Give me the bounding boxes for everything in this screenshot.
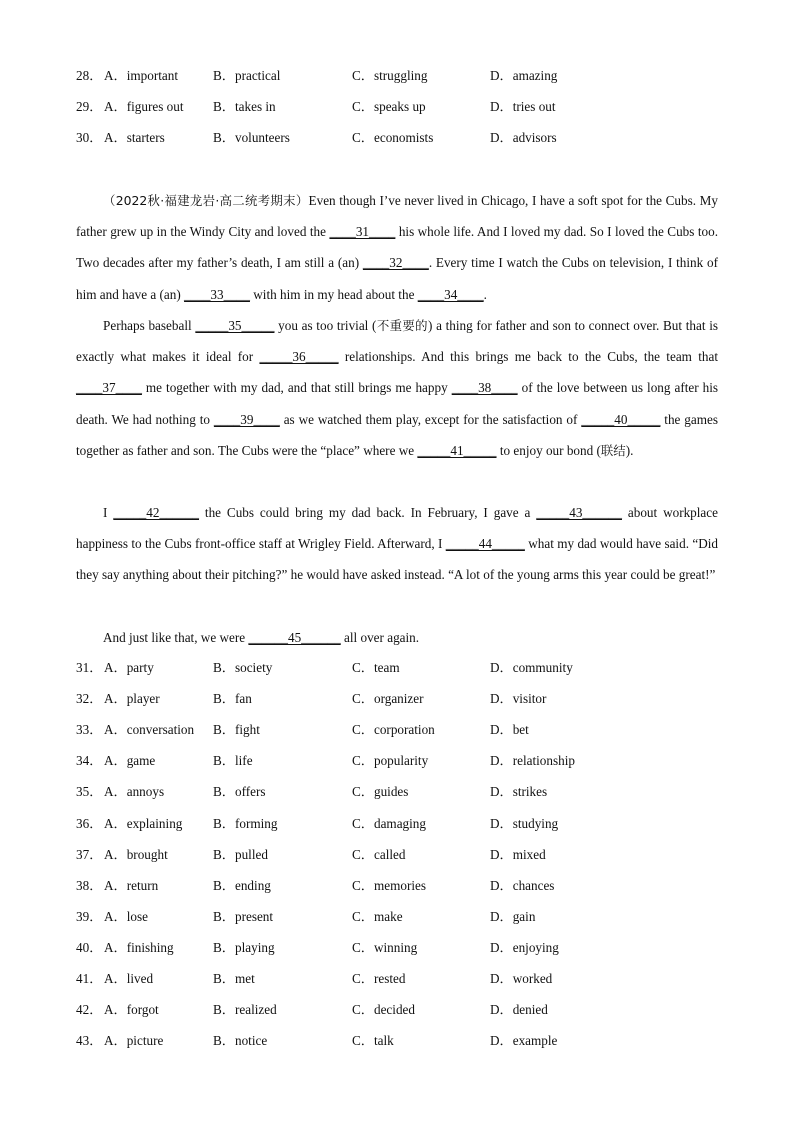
- passage-text: all over again.: [340, 630, 420, 645]
- blank-38: ____38____: [451, 380, 518, 396]
- passage-text: the games together as father and son. The Cubs were the “place” where we: [76, 411, 718, 458]
- blank-42: _____42______: [113, 505, 200, 520]
- option-a: A．game: [104, 753, 156, 769]
- option-d: D．example: [490, 1033, 558, 1049]
- option-a: A．important: [104, 68, 178, 83]
- option-d: D．visitor: [490, 691, 547, 707]
- passage-text: as we watched them play, except for the satisfaction of: [279, 411, 582, 427]
- option-a: A．return: [104, 877, 159, 893]
- option-d: D．chances: [490, 877, 555, 893]
- passage-text: with him in my head about the: [249, 286, 418, 302]
- question-number: 32．: [76, 691, 103, 707]
- passage-text: Perhaps baseball: [103, 318, 196, 333]
- question-number: 31．: [76, 660, 103, 675]
- option-b: B．notice: [213, 1033, 268, 1049]
- question-number: 37．: [76, 846, 103, 862]
- passage-text: his whole life. And I loved my dad. So I loved the Cubs too. Two decades after my father’s death, I am still a (an): [76, 224, 718, 271]
- option-a: A．player: [104, 691, 160, 707]
- question-number: 28．: [76, 68, 103, 83]
- passage-text: the Cubs could bring my dad back. In February, I gave a: [199, 505, 537, 520]
- option-b: B．society: [213, 660, 273, 675]
- blank-39: ____39____: [213, 411, 280, 427]
- option-c: C．winning: [352, 939, 418, 955]
- question-number: 41．: [76, 971, 103, 986]
- option-a: A．lived: [104, 971, 154, 986]
- passage-paragraph-1: [76, 185, 718, 310]
- option-d: D．relationship: [490, 753, 575, 769]
- passage-text: you as too trivial (: [274, 318, 377, 333]
- option-d: D．enjoying: [490, 939, 559, 955]
- passage-paragraph-4: [76, 622, 718, 653]
- question-number: 39．: [76, 908, 103, 924]
- blank-37: ____37____: [76, 380, 142, 396]
- option-c: C．damaging: [352, 815, 426, 831]
- option-b: B．forming: [213, 815, 278, 831]
- option-b: B．realized: [213, 1002, 277, 1018]
- chinese-gloss: 不重要的: [376, 318, 428, 333]
- question-number: 34．: [76, 753, 103, 769]
- passage-text: Even though I’ve never lived in Chicago, I have a soft spot for the Cubs. My father grew up in the Windy City and loved the: [76, 193, 718, 240]
- option-c: C．team: [352, 660, 400, 675]
- source-label: （2022秋·福建龙岩·高二统考期末）: [103, 193, 309, 208]
- passage-text: me together with my dad, and that still brings me happy: [141, 380, 452, 396]
- passage-text: what my dad would have said. “Did they say anything about their pitching?” he would have asked instead. “A lot of the young arms this year could be great!”: [76, 536, 718, 583]
- passage-text: I: [103, 505, 114, 520]
- option-a: A．figures out: [104, 99, 184, 114]
- option-b: B．practical: [213, 68, 281, 83]
- option-c: C．make: [352, 908, 403, 924]
- option-a: A．party: [104, 660, 154, 675]
- option-a: A．conversation: [104, 722, 195, 738]
- option-c: C．guides: [352, 784, 409, 800]
- option-d: D．denied: [490, 1002, 548, 1018]
- blank-44: _____44_____: [445, 536, 525, 552]
- option-a: A．brought: [104, 846, 168, 862]
- blank-32: ____32____: [362, 255, 429, 271]
- blank-40: _____40_____: [581, 411, 661, 427]
- option-a: A．starters: [104, 130, 165, 145]
- question-number: 30．: [76, 130, 103, 145]
- question-number: 42．: [76, 1002, 103, 1018]
- passage-text: of the love between us long after his death. We had nothing to: [76, 380, 718, 427]
- option-d: D．worked: [490, 971, 553, 986]
- question-number: 35．: [76, 784, 103, 800]
- chinese-gloss: 联结: [600, 442, 626, 458]
- option-c: C．memories: [352, 877, 426, 893]
- option-b: B．takes in: [213, 99, 276, 114]
- option-d: D．bet: [490, 722, 529, 738]
- option-a: A．annoys: [104, 784, 165, 800]
- question-number: 38．: [76, 877, 103, 893]
- option-d: D．gain: [490, 908, 536, 924]
- option-b: B．fan: [213, 691, 252, 707]
- question-number: 33．: [76, 722, 103, 738]
- option-b: B．offers: [213, 784, 266, 800]
- option-c: C．economists: [352, 130, 434, 145]
- passage-text: . Every time I watch the Cubs on television, I think of him and have a (an): [76, 255, 719, 302]
- option-b: B．life: [213, 753, 253, 769]
- question-number: 43．: [76, 1033, 103, 1049]
- blank-45: ______45______: [248, 630, 341, 645]
- option-b: B．pulled: [213, 846, 268, 862]
- blank-33: ____33____: [184, 286, 250, 302]
- option-c: C．decided: [352, 1002, 415, 1018]
- blank-35: _____35_____: [195, 318, 275, 333]
- passage-text: to enjoy our bond (: [496, 442, 601, 458]
- option-c: C．corporation: [352, 722, 435, 738]
- option-c: C．struggling: [352, 68, 428, 83]
- passage-text: relationships. And this brings me back to the Cubs, the team that: [338, 349, 718, 365]
- passage-text: .: [483, 286, 487, 302]
- option-c: C．popularity: [352, 753, 429, 769]
- blank-43: _____43______: [536, 505, 622, 520]
- option-c: C．rested: [352, 971, 406, 986]
- option-c: C．called: [352, 846, 406, 862]
- option-b: B．volunteers: [213, 130, 290, 145]
- option-c: C．organizer: [352, 691, 424, 707]
- option-b: B．ending: [213, 877, 271, 893]
- passage-paragraph-2: [76, 310, 718, 466]
- option-a: A．forgot: [104, 1002, 159, 1018]
- option-d: D．advisors: [490, 130, 557, 145]
- option-b: B．met: [213, 971, 255, 986]
- blank-41: _____41_____: [417, 442, 497, 458]
- option-c: C．talk: [352, 1033, 394, 1049]
- option-a: A．lose: [104, 908, 148, 924]
- option-c: C．speaks up: [352, 99, 426, 114]
- option-d: D．tries out: [490, 99, 556, 114]
- passage-text: ).: [625, 442, 634, 458]
- passage-text: And just like that, we were: [103, 630, 249, 645]
- passage-text: ) a thing for father and son to connect over. But that is exactly what makes it ideal for: [76, 318, 718, 365]
- blank-31: ____31____: [329, 224, 396, 240]
- option-d: D．community: [490, 660, 573, 675]
- passage-text: about workplace happiness to the Cubs front-office staff at Wrigley Field. Afterward, I: [76, 505, 718, 552]
- option-a: A．explaining: [104, 815, 183, 831]
- question-number: 40．: [76, 939, 103, 955]
- option-d: D．studying: [490, 815, 559, 831]
- passage-paragraph-3: [76, 497, 718, 591]
- blank-36: _____36_____: [259, 349, 339, 365]
- option-a: A．picture: [104, 1033, 164, 1049]
- option-d: D．strikes: [490, 784, 548, 800]
- blank-34: ____34____: [417, 286, 484, 302]
- question-number: 29．: [76, 99, 103, 114]
- option-b: B．fight: [213, 722, 260, 738]
- option-a: A．finishing: [104, 939, 174, 955]
- option-b: B．playing: [213, 939, 275, 955]
- option-d: D．amazing: [490, 68, 558, 83]
- option-d: D．mixed: [490, 846, 546, 862]
- question-number: 36．: [76, 815, 103, 831]
- option-b: B．present: [213, 908, 274, 924]
